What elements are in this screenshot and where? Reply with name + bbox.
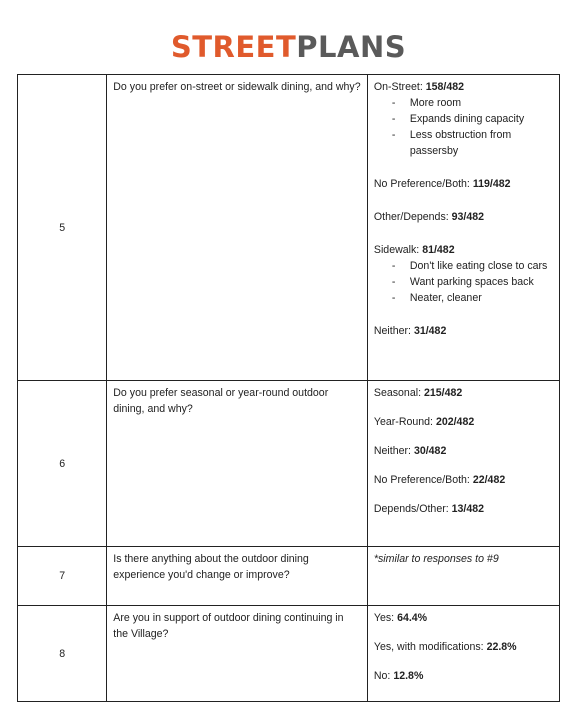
answer-value: 12.8%: [393, 670, 424, 682]
question-text: Do you prefer seasonal or year-round outdoor dining, and why?: [107, 381, 368, 547]
answer-label: Neither:: [373, 445, 414, 457]
answer-line: [374, 385, 553, 401]
logo-plans: PLANS: [296, 30, 407, 64]
answer-cell: [367, 381, 559, 547]
answer-line: [374, 610, 553, 626]
answer-value: 64.4%: [397, 612, 428, 624]
answer-label: Neither:: [373, 325, 414, 337]
list-item: - Neater, cleaner: [374, 290, 553, 306]
question-number: 5: [18, 75, 107, 381]
answer-cell: [367, 606, 559, 702]
streetplans-logo: [0, 30, 577, 64]
answer-line: [374, 668, 553, 684]
answer-line: [374, 176, 553, 192]
answer-value: 81/482: [422, 244, 455, 256]
answer-value: 119/482: [472, 178, 511, 190]
question-text: Is there anything about the outdoor dining experience you'd change or improve?: [107, 547, 368, 606]
table-row: [18, 606, 560, 702]
survey-table: [17, 74, 560, 702]
reason-list: [374, 95, 553, 159]
list-item: - Expands dining capacity: [374, 111, 553, 127]
answer-value: 202/482: [435, 416, 475, 428]
answer-label: No:: [373, 670, 394, 682]
list-item: - More room: [374, 95, 553, 111]
answer-label: Sidewalk:: [373, 244, 423, 256]
question-number: 6: [18, 381, 107, 547]
question-number: 7: [18, 547, 107, 606]
answer-label: On-Street:: [373, 81, 426, 93]
answer-value: 31/482: [413, 325, 447, 337]
answer-line: [374, 472, 553, 488]
list-item: - Want parking spaces back: [374, 274, 553, 290]
answer-value: 30/482: [413, 445, 447, 457]
answer-label: No Preference/Both:: [373, 474, 473, 486]
question-text: Are you in support of outdoor dining continuing in the Village?: [107, 606, 368, 702]
answer-label: Other/Depends:: [373, 211, 452, 223]
table-row: [18, 547, 560, 606]
answer-value: 93/482: [451, 211, 485, 223]
list-item: - Don't like eating close to cars: [374, 258, 553, 274]
answer-value: 22/482: [472, 474, 506, 486]
table-row: [18, 75, 560, 381]
answer-value: 158/482: [425, 81, 464, 93]
answer-value: 215/482: [423, 387, 463, 399]
answer-cell: [367, 547, 559, 606]
answer-value: 13/482: [451, 503, 485, 515]
answer-line: [374, 209, 553, 225]
answer-label: Seasonal:: [373, 387, 424, 399]
list-item: - Less obstruction from passersby: [374, 127, 553, 159]
reason-list: [374, 258, 553, 306]
logo-street: STREET: [170, 30, 297, 64]
answer-label: Yes:: [373, 612, 398, 624]
answer-line: [374, 79, 553, 95]
answer-line: [374, 501, 553, 517]
answer-cell: [367, 75, 559, 381]
answer-label: Yes, with modifications:: [373, 641, 487, 653]
table-row: [18, 381, 560, 547]
answer-line: [374, 323, 553, 339]
answer-label: Depends/Other:: [373, 503, 452, 515]
answer-line: [374, 443, 553, 459]
answer-line: [374, 242, 553, 258]
answer-label: No Preference/Both:: [373, 178, 473, 190]
answer-line: [374, 639, 553, 655]
answer-note: *similar to responses to #9: [373, 553, 499, 565]
question-number: 8: [18, 606, 107, 702]
question-text: Do you prefer on-street or sidewalk dining, and why?: [107, 75, 368, 381]
answer-value: 22.8%: [486, 641, 517, 653]
answer-label: Year-Round:: [373, 416, 436, 428]
answer-line: [374, 414, 553, 430]
